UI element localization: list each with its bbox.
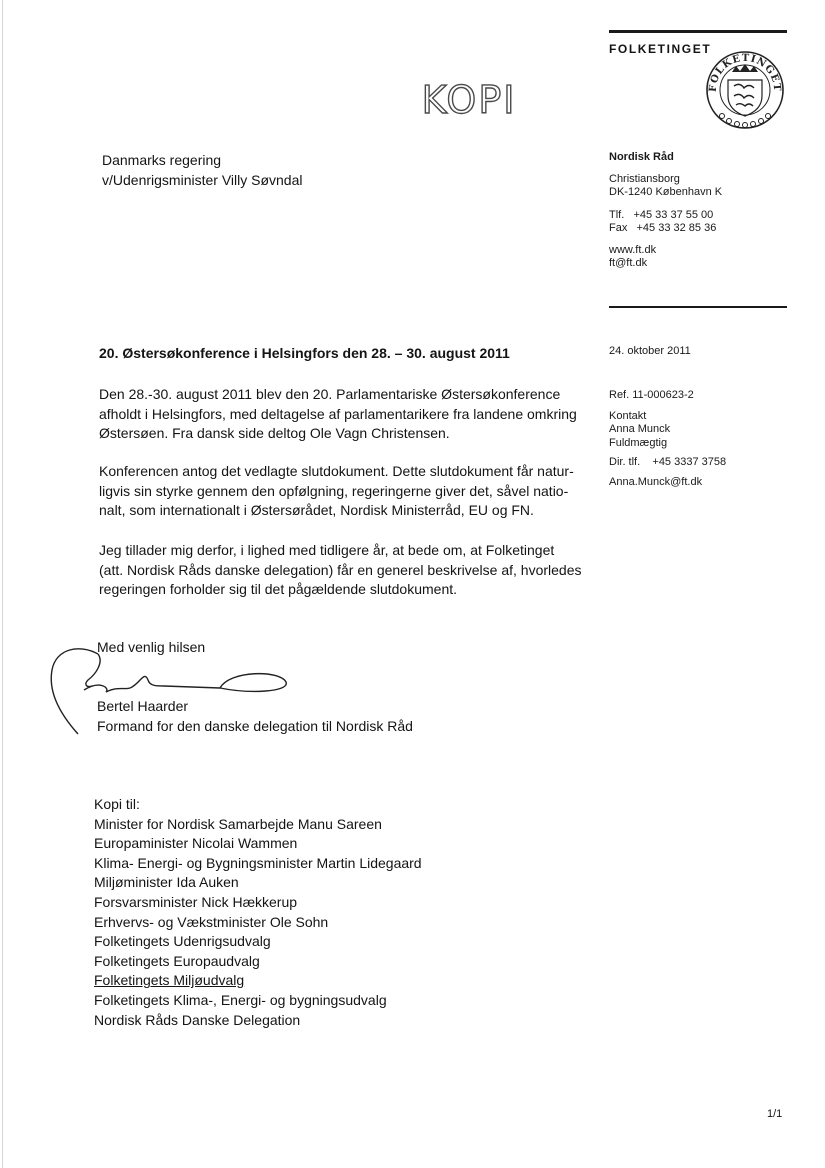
sender-address: DK-1240 København K: [609, 186, 723, 198]
body-paragraph-1: [99, 385, 599, 444]
recipient-block: [102, 150, 302, 190]
copy-list-item: Klima- Energi- og Bygningsminister Martin Lidegaard: [94, 854, 422, 871]
copy-list-item: Europaminister Nicolai Wammen: [94, 835, 298, 852]
contact-label: Kontakt: [609, 409, 647, 422]
contact-title: Fuldmægtig: [609, 436, 668, 449]
body-line: nalt, som internationalt i Østersørådet, Nordisk Ministerråd, EU og FN.: [99, 502, 534, 518]
signatory-title: Formand for den danske delegation til Nordisk Råd: [97, 718, 413, 734]
copy-list-item: Folketingets Europaudvalg: [94, 952, 260, 969]
kopi-stamp-text: KOPI: [421, 78, 517, 120]
sidebar-rule: [609, 306, 787, 308]
body-line: Østersøen. Fra dansk side deltog Ole Vagn Christensen.: [99, 425, 450, 441]
body-line: (att. Nordisk Råds danske delegation) får en generel beskrivelse af, hvorledes: [99, 561, 582, 578]
seal-text: FOLKETINGET: [707, 52, 783, 93]
body-line: regeringen forholder sig til det pågældende slutdokument.: [99, 581, 458, 597]
copy-list: [94, 795, 422, 1030]
folketinget-seal-icon: [702, 50, 788, 130]
copy-list-item: Miljøminister Ida Auken: [94, 874, 239, 891]
closing-greeting: Med venlig hilsen: [97, 639, 206, 655]
body-line: Den 28.-30. august 2011 blev den 20. Parlamentariske Østersøkonference: [99, 386, 561, 402]
institution-name: FOLKETINGET: [609, 42, 712, 56]
contact-direct-phone: Dir. tlf. +45 3337 3758: [609, 456, 727, 468]
copy-list-item: Folketingets Udenrigsudvalg: [94, 933, 271, 950]
contact-email[interactable]: Anna.Munck@ft.dk: [609, 475, 703, 488]
sender-fax: Fax +45 33 32 85 36: [609, 222, 717, 234]
copy-list-item: Folketingets Klima-, Energi- og bygningsudvalg: [94, 991, 387, 1008]
letter-date: 24. oktober 2011: [609, 345, 691, 357]
page-number: 1/1: [767, 1108, 783, 1120]
recipient-line: Danmarks regering: [102, 152, 222, 168]
kopi-stamp: [410, 78, 528, 120]
copy-list-label: Kopi til:: [94, 796, 140, 812]
copy-list-item: Minister for Nordisk Samarbejde Manu Sareen: [94, 815, 382, 832]
sender-name: Nordisk Råd: [609, 151, 674, 163]
copy-list-item: Forsvarsminister Nick Hækkerup: [94, 893, 298, 910]
signatory-name: Bertel Haarder: [97, 698, 189, 714]
copy-list-item: Nordisk Råds Danske Delegation: [94, 1011, 301, 1028]
contact-name: Anna Munck: [609, 423, 671, 435]
sender-web[interactable]: www.ft.dk: [609, 243, 657, 256]
signatory-block: [97, 696, 413, 736]
body-line: Jeg tillader mig derfor, i lighed med tidligere år, at bede om, at Folketinget: [99, 542, 555, 558]
sender-block: [609, 151, 722, 271]
top-rule: [609, 30, 787, 33]
copy-list-item: Folketingets Miljøudvalg: [94, 972, 245, 989]
body-paragraph-3: [99, 541, 599, 600]
letter-subject: 20. Østersøkonference i Helsingfors den 28. – 30. august 2011: [99, 345, 510, 361]
body-line: Konferencen antog det vedlagte slutdokument. Dette slutdokument får natur-: [99, 463, 574, 479]
body-paragraph-2: [99, 462, 599, 521]
sender-email[interactable]: ft@ft.dk: [609, 257, 648, 269]
recipient-line: v/Udenrigsminister Villy Søvndal: [102, 172, 303, 188]
sender-phone: Tlf. +45 33 37 55 00: [609, 208, 714, 221]
sender-address: Christiansborg: [609, 172, 680, 185]
body-line: ligvis sin styrke gennem den opfølgning, regeringerne giver det, såvel natio-: [99, 482, 569, 499]
reference-block: [609, 389, 726, 489]
copy-list-item: Erhvervs- og Vækstminister Ole Sohn: [94, 913, 329, 930]
body-line: afholdt i Helsingfors, med deltagelse af parlamentarikere fra landene omkring: [99, 405, 577, 422]
reference-number: Ref. 11-000623-2: [609, 389, 694, 401]
scan-edge: [2, 0, 3, 1168]
